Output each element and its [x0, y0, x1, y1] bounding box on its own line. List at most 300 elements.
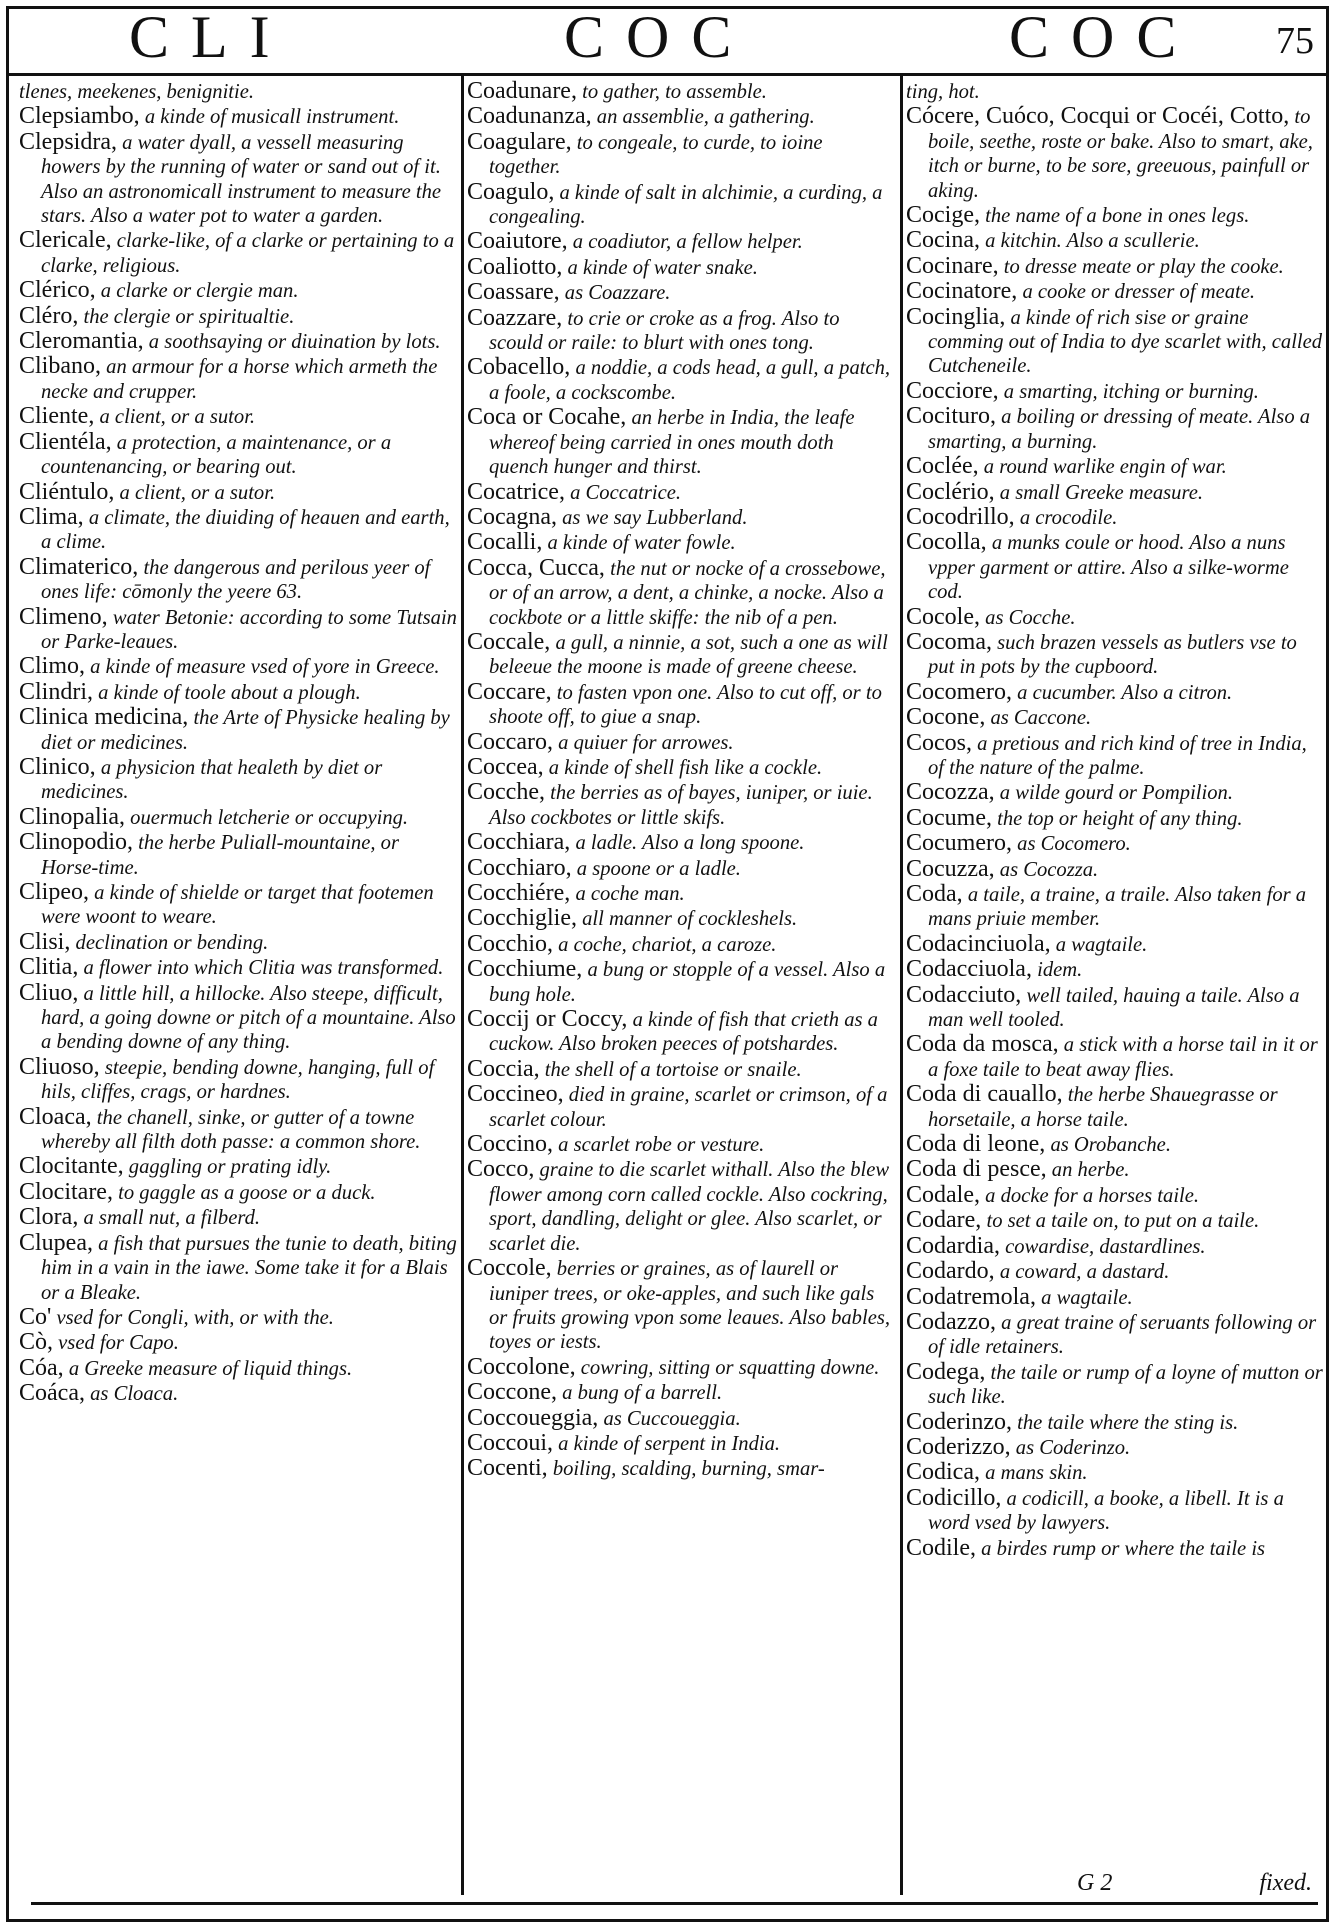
entry-definition: a kinde of shell fish like a cockle. — [548, 756, 823, 779]
entry-headword: Clientéla, — [19, 428, 112, 455]
entry-headword: Coadunare, — [467, 79, 577, 104]
entry-headword: Coaliotto, — [467, 253, 563, 280]
entry-headword: Coda di cauallo, — [906, 1081, 1063, 1108]
entry-headword: Cocinatore, — [906, 278, 1018, 305]
entry-definition: cowring, sitting or squatting downe. — [580, 1356, 880, 1379]
entry-definition: a spoone or a ladle. — [576, 857, 741, 880]
entry-definition: a scarlet robe or vesture. — [558, 1134, 765, 1157]
page-frame — [6, 6, 1329, 1922]
entry-definition: an herbe. — [1051, 1159, 1130, 1182]
entry-definition: a small Greeke measure. — [999, 481, 1204, 504]
entry-definition: as Cocomero. — [1017, 833, 1131, 856]
dictionary-entry — [906, 279, 1324, 304]
entry-definition: gaggling or prating idly. — [128, 1156, 332, 1179]
entry-definition: to set a taile on, to put on a taile. — [986, 1210, 1260, 1233]
entry-headword: Coclério, — [906, 478, 995, 505]
dictionary-entry — [467, 229, 897, 254]
header-right: COC — [1009, 4, 1199, 70]
entry-headword: Clocitare, — [19, 1178, 113, 1205]
catchword: fixed. — [1259, 1870, 1312, 1896]
entry-headword: Cocagna, — [467, 503, 557, 530]
entry-definition: the berries as of bayes, iuniper, or iuie. Also cockbotes or little skifs. — [489, 782, 873, 829]
page-number: 75 — [1276, 20, 1314, 62]
entry-definition: as Cocche. — [985, 606, 1076, 629]
dictionary-entry — [19, 505, 459, 555]
header-rule — [9, 73, 1326, 76]
entry-headword: Cocone, — [906, 704, 986, 731]
entry-headword: Coccole, — [467, 1255, 552, 1282]
entry-headword: Cocituro, — [906, 403, 996, 430]
entry-headword: Clisi, — [19, 928, 71, 955]
dictionary-entry — [906, 454, 1324, 479]
dictionary-entry — [19, 228, 459, 278]
entry-definition: boiling, scalding, burning, smar- — [552, 1458, 825, 1481]
entry-definition: a cooke or dresser of meate. — [1022, 281, 1256, 304]
entry-headword: Coderizzo, — [906, 1433, 1011, 1460]
entry-headword: Codare, — [906, 1207, 982, 1234]
entry-headword: Clepsiambo, — [19, 103, 140, 130]
entry-definition: a bung or stopple of a vessel. Also a bung hole. — [489, 959, 886, 1006]
entry-headword: Coda, — [906, 881, 963, 907]
entry-headword: Cocozza, — [906, 779, 995, 806]
entry-definition: a kinde of musicall instrument. — [144, 106, 400, 129]
entry-definition: ting, hot. — [906, 81, 980, 103]
dictionary-entry — [467, 1082, 897, 1132]
dictionary-entry — [467, 355, 897, 405]
entry-headword: Coca or Cocahe, — [467, 404, 627, 431]
dictionary-entry — [906, 203, 1324, 228]
entry-definition: the Arte of Physicke healing by diet or medicines. — [41, 707, 450, 754]
entry-headword: Clericale, — [19, 227, 112, 254]
entry-headword: Cocchio, — [467, 930, 553, 957]
entry-definition: a climate, the diuiding of heauen and earth, a clime. — [41, 506, 450, 554]
entry-headword: Coccineo, — [467, 1081, 564, 1108]
entry-definition: a wagtaile. — [1041, 1286, 1133, 1309]
entry-definition: a kinde of salt in alchimie, a curding, a congealing. — [489, 181, 883, 229]
dictionary-entry — [467, 1355, 897, 1380]
entry-definition: a bung of a barrell. — [562, 1382, 723, 1405]
entry-headword: Coccare, — [467, 678, 552, 705]
dictionary-entry — [906, 305, 1324, 379]
entry-definition: a wilde gourd or Pompilion. — [999, 782, 1233, 805]
entry-headword: Coccoui, — [467, 1429, 553, 1456]
dictionary-entry — [19, 680, 459, 705]
entry-headword: Coaiutore, — [467, 228, 568, 255]
dictionary-entry — [467, 505, 897, 530]
dictionary-entry — [467, 1057, 897, 1082]
entry-definition: a clarke or clergie man. — [100, 280, 299, 303]
entry-definition: a coward, a dastard. — [999, 1261, 1170, 1284]
dictionary-entry — [467, 780, 897, 830]
entry-definition: a little hill, a hillocke. Also steepe, difficult, hard, a going downe or pitch of a mountaine. Also a bending downe of any thing. — [41, 982, 456, 1054]
dictionary-entry — [906, 680, 1324, 705]
entry-headword: Codardo, — [906, 1258, 995, 1285]
entry-definition: as we say Lubberland. — [562, 506, 748, 529]
column-3 — [906, 79, 1324, 1869]
entry-definition: died in graine, scarlet or crimson, of a scarlet colour. — [489, 1084, 888, 1131]
entry-definition: an assemblie, a gathering. — [596, 106, 815, 129]
dictionary-entry — [467, 1256, 897, 1355]
entry-headword: Cocenti, — [467, 1455, 548, 1482]
entry-definition: a fish that pursues the tunie to death, biting him in a vain in the iawe. Some take it for a Blais or a Bleake. — [41, 1232, 457, 1304]
entry-definition: a quiuer for arrowes. — [558, 731, 734, 754]
dictionary-entry — [19, 1055, 459, 1105]
dictionary-entry — [467, 906, 897, 931]
dictionary-entry — [19, 104, 459, 129]
dictionary-entry — [19, 955, 459, 980]
entry-definition: well tailed, hauing a taile. Also a man well tooled. — [928, 984, 1300, 1032]
dictionary-entry — [467, 79, 897, 104]
dictionary-entry — [906, 404, 1324, 454]
entry-headword: Coderinzo, — [906, 1408, 1012, 1435]
dictionary-entry — [906, 530, 1324, 604]
entry-headword: Clocitante, — [19, 1153, 124, 1180]
dictionary-entry — [906, 1132, 1324, 1157]
entry-definition: clarke-like, of a clarke or pertaining to a clarke, religious. — [41, 230, 455, 277]
entry-headword: Cocomero, — [906, 678, 1012, 705]
dictionary-entry — [906, 1435, 1324, 1460]
entry-headword: Cocige, — [906, 202, 980, 229]
dictionary-entry — [906, 1157, 1324, 1182]
entry-headword: Codatremola, — [906, 1283, 1036, 1310]
dictionary-entry — [906, 630, 1324, 680]
entry-definition: tlenes, meekenes, benignitie. — [19, 81, 255, 103]
entry-headword: Cleromantia, — [19, 328, 144, 355]
dictionary-entry — [19, 755, 459, 805]
entry-headword: Cocodrillo, — [906, 503, 1015, 530]
entry-definition: to congeale, to curde, to ioine together. — [489, 131, 823, 179]
entry-headword: Cocchiara, — [467, 829, 571, 856]
entry-definition: the taile where the sting is. — [1017, 1411, 1239, 1434]
dictionary-entry — [19, 480, 459, 505]
dictionary-entry — [467, 680, 897, 730]
entry-definition: a Greeke measure of liquid things. — [68, 1357, 353, 1380]
entry-headword: Cocoma, — [906, 628, 992, 655]
dictionary-entry — [19, 805, 459, 830]
entry-headword: Coccale, — [467, 628, 551, 655]
dictionary-entry — [467, 104, 897, 129]
entry-headword: Cóa, — [19, 1354, 64, 1381]
entry-definition: the name of a bone in ones legs. — [985, 205, 1250, 228]
dictionary-entry — [19, 354, 459, 404]
entry-headword: Cloaca, — [19, 1103, 92, 1130]
entry-definition: a kinde of measure vsed of yore in Greece. — [90, 656, 440, 679]
entry-headword: Coazzare, — [467, 304, 563, 331]
dictionary-entry — [906, 104, 1324, 203]
entry-definition: the taile or rump of a loyne of mutton or such like. — [928, 1361, 1323, 1409]
entry-definition: to boile, seethe, roste or bake. Also to smart, ake, itch or burne, to be sore, greeuous, painfull or aking. — [928, 106, 1313, 202]
entry-definition: a client, or a sutor. — [119, 481, 276, 504]
dictionary-entry — [467, 405, 897, 479]
dictionary-entry — [906, 228, 1324, 253]
dictionary-entry — [906, 983, 1324, 1033]
entry-headword: Codale, — [906, 1181, 980, 1208]
dictionary-entry — [906, 1183, 1324, 1208]
entry-headword: Codacinciuola, — [906, 930, 1051, 957]
entry-definition: the dangerous and perilous yeer of ones life: cōmonly the yeere 63. — [41, 556, 431, 604]
dictionary-entry — [19, 430, 459, 480]
entry-headword: Codacciuto, — [906, 981, 1022, 1008]
dictionary-entry — [19, 278, 459, 303]
entry-headword: Cliente, — [19, 403, 95, 430]
dictionary-entry — [467, 1380, 897, 1405]
dictionary-entry — [906, 1259, 1324, 1284]
entry-definition: a small nut, a filberd. — [83, 1207, 261, 1230]
entry-headword: Cò, — [19, 1329, 54, 1356]
dictionary-entry — [467, 556, 897, 630]
entry-definition: a Coccatrice. — [570, 481, 682, 504]
entry-definition: the clergie or spiritualtie. — [83, 305, 295, 328]
entry-definition: a kinde of water snake. — [567, 256, 758, 279]
dictionary-entry — [19, 404, 459, 429]
entry-headword: Clora, — [19, 1204, 79, 1231]
dictionary-entry — [467, 1456, 897, 1481]
entry-definition: berries or graines, as of laurell or iuniper trees, or oke-apples, and such like gals or fruits growing vpon some leaues. Also bables, toyes or iests. — [489, 1258, 891, 1354]
dictionary-entry — [906, 705, 1324, 730]
entry-headword: Cocinare, — [906, 252, 999, 279]
dictionary-entry — [467, 1406, 897, 1431]
entry-definition: an armour for a horse which armeth the necke and crupper. — [41, 356, 438, 403]
entry-definition: a kinde of fish that crieth as a cuckow. Also broken peeces of potshardes. — [489, 1009, 878, 1056]
header-left: CLI — [129, 4, 292, 70]
dictionary-entry — [906, 1310, 1324, 1360]
column-2 — [467, 79, 897, 1869]
dictionary-entry — [467, 730, 897, 755]
entry-definition: a coche, chariot, a caroze. — [558, 933, 777, 956]
entry-headword: Cliuoso, — [19, 1053, 100, 1080]
entry-definition: as Cocozza. — [999, 858, 1099, 881]
dictionary-entry — [19, 1231, 459, 1305]
dictionary-entry — [467, 830, 897, 855]
entry-definition: to dresse meate or play the cooke. — [1003, 255, 1284, 278]
footer-rule — [31, 1902, 1318, 1905]
entry-headword: Cocos, — [906, 729, 972, 756]
entry-headword: Clepsidra, — [19, 128, 117, 155]
entry-headword: Codega, — [906, 1358, 986, 1385]
entry-definition: to gaggle as a goose or a duck. — [118, 1181, 376, 1204]
entry-definition: a smarting, itching or burning. — [1003, 380, 1259, 403]
dictionary-entry — [19, 930, 459, 955]
entry-definition: a kinde of serpent in India. — [558, 1432, 781, 1455]
dictionary-entry — [906, 254, 1324, 279]
entry-definition: water Betonie: according to some Tutsain or Parke-leaues. — [41, 606, 457, 653]
entry-definition: all manner of cockleshels. — [582, 908, 798, 931]
entry-definition: a boiling or dressing of meate. Also a smarting, a burning. — [928, 406, 1311, 453]
entry-definition: declination or bending. — [75, 931, 269, 954]
dictionary-entry — [906, 780, 1324, 805]
entry-headword: Cocco, — [467, 1156, 535, 1183]
entry-definition: an herbe in India, the leafe whereof being carried in ones mouth doth quench hunger and thirst. — [489, 407, 855, 479]
dictionary-entry — [906, 505, 1324, 530]
entry-headword: Cocchiére, — [467, 880, 571, 906]
entry-definition: a protection, a maintenance, or a countenancing, or bearing out. — [41, 431, 392, 479]
dictionary-entry — [906, 1082, 1324, 1132]
dictionary-entry — [906, 806, 1324, 831]
entry-headword: Coclée, — [906, 453, 979, 480]
entry-definition: as Caccone. — [990, 707, 1092, 730]
entry-definition: cowardise, dastardlines. — [1005, 1235, 1206, 1258]
dictionary-entry — [19, 605, 459, 655]
entry-headword: Clitia, — [19, 954, 79, 981]
entry-headword: Clinopalia, — [19, 803, 125, 830]
dictionary-entry — [906, 1285, 1324, 1310]
entry-definition: as Orobanche. — [1050, 1134, 1171, 1157]
entry-definition: the nut or nocke of a crossebowe, or of an arrow, a dent, a chinke, a nocke. Also a cockbote or a little skiffe: the nib of a pen. — [489, 557, 886, 629]
dictionary-entry — [906, 831, 1324, 856]
entry-headword: Cocchiume, — [467, 956, 583, 983]
dictionary-entry — [467, 630, 897, 680]
entry-definition: a codicill, a booke, a libell. It is a word vsed by lawyers. — [928, 1487, 1284, 1535]
entry-headword: Coáca, — [19, 1380, 85, 1407]
entry-definition: the top or height of any thing. — [997, 807, 1243, 830]
dictionary-entry — [19, 880, 459, 930]
entry-definition: a wagtaile. — [1055, 933, 1148, 956]
entry-definition: to crie or croke as a frog. Also to scould or raile: to blurt with ones tong. — [489, 307, 840, 355]
entry-definition: ouermuch letcherie or occupying. — [130, 806, 409, 829]
dictionary-entry — [19, 830, 459, 880]
dictionary-entry — [19, 705, 459, 755]
entry-headword: Clinico, — [19, 753, 96, 780]
entry-definition: as Cuccoueggia. — [603, 1407, 741, 1430]
entry-definition: a kinde of shielde or target that footemen were woont to weare. — [41, 882, 434, 929]
entry-definition: a kinde of toole about a plough. — [98, 681, 361, 704]
entry-definition: such brazen vessels as butlers vse to put in pots by the cupboord. — [928, 631, 1297, 679]
entry-headword: Climo, — [19, 653, 86, 680]
entry-headword: Cocche, — [467, 779, 545, 806]
entry-headword: Cocchiaro, — [467, 854, 572, 881]
entry-headword: Coda di leone, — [906, 1131, 1046, 1158]
dictionary-entry — [467, 1007, 897, 1057]
entry-headword: Cliéntulo, — [19, 478, 115, 505]
dictionary-entry — [467, 755, 897, 780]
entry-headword: Clindri, — [19, 678, 94, 705]
entry-headword: Coccaro, — [467, 728, 553, 755]
entry-headword: Cocume, — [906, 804, 992, 831]
entry-definition: to fasten vpon one. Also to cut off, or to shoote off, to giue a snap. — [489, 681, 882, 729]
dictionary-entry — [906, 605, 1324, 630]
dictionary-entry — [906, 1208, 1324, 1233]
header-center: COC — [564, 4, 754, 70]
entry-headword: Coda di pesce, — [906, 1156, 1047, 1183]
entry-definition: a taile, a traine, a traile. Also taken for a mans priuie member. — [928, 884, 1307, 931]
column-divider-1 — [461, 75, 464, 1895]
dictionary-entry — [467, 255, 897, 280]
dictionary-entry — [906, 957, 1324, 982]
entry-definition: a water dyall, a vessell measuring howers by the running of water or sand out of it. Also an astronomicall instrument to measure the stars. Also a water pot to water a garden. — [41, 131, 442, 228]
signature-mark: G 2 — [1077, 1870, 1113, 1896]
entry-headword: Clipeo, — [19, 879, 89, 905]
entry-headword: Cocinglia, — [906, 303, 1006, 330]
dictionary-entry — [467, 480, 897, 505]
entry-definition: a gull, a ninnie, a sot, such a one as will beleeue the moone is made of greene cheese. — [489, 631, 888, 679]
dictionary-entry — [906, 1360, 1324, 1410]
entry-definition: as Coderinzo. — [1015, 1436, 1131, 1459]
entry-definition: a pretious and rich kind of tree in India, of the nature of the palme. — [928, 732, 1307, 779]
dictionary-entry — [19, 1381, 459, 1406]
entry-definition: steepie, bending downe, hanging, full of hils, cliffes, crags, or hardnes. — [41, 1056, 435, 1104]
entry-definition: a birdes rump or where the taile is — [981, 1537, 1266, 1560]
dictionary-entry — [467, 530, 897, 555]
entry-headword: Cocchiglie, — [467, 905, 577, 932]
entry-definition: the herbe Shauegrasse or horsetaile, a horse taile. — [928, 1084, 1278, 1131]
entry-definition: a cucumber. Also a citron. — [1017, 681, 1233, 704]
entry-definition: a flower into which Clitia was transformed. — [83, 957, 444, 980]
entry-definition: a round warlike engin of war. — [983, 456, 1227, 479]
entry-definition: a kinde of water fowle. — [547, 532, 736, 555]
dictionary-entry — [467, 932, 897, 957]
entry-headword: Coccone, — [467, 1379, 557, 1406]
entry-definition: a coche man. — [575, 883, 685, 905]
dictionary-entry — [906, 1536, 1324, 1561]
dictionary-entry — [19, 304, 459, 329]
entry-definition: a kitchin. Also a scullerie. — [985, 230, 1200, 253]
dictionary-entry — [19, 130, 459, 229]
entry-headword: Climaterico, — [19, 553, 139, 580]
entry-definition: the chanell, sinke, or gutter of a towne whereby all filth doth passe: a common shore. — [41, 1106, 421, 1154]
entry-definition: a crocodile. — [1019, 506, 1118, 529]
entry-definition: the herbe Puliall-mountaine, or Horse-time. — [41, 832, 399, 879]
entry-definition: a client, or a sutor. — [99, 406, 256, 429]
entry-headword: Cocuzza, — [906, 855, 995, 882]
dictionary-entry — [467, 306, 897, 356]
dictionary-entry — [19, 1305, 459, 1330]
entry-definition: a stick with a horse tail in it or a foxe taile to beat away flies. — [928, 1034, 1318, 1081]
entry-headword: Coccij or Coccy, — [467, 1006, 628, 1033]
entry-definition: as Coazzare. — [564, 282, 671, 305]
dictionary-entry — [467, 180, 897, 230]
dictionary-entry — [906, 932, 1324, 957]
entry-headword: Cocciore, — [906, 377, 999, 404]
entry-headword: Clérico, — [19, 277, 96, 304]
entry-headword: Clupea, — [19, 1229, 93, 1256]
dictionary-entry — [19, 981, 459, 1055]
dictionary-entry — [467, 1431, 897, 1456]
column-1 — [19, 79, 459, 1869]
entry-headword: Cócere, Cuóco, Cocqui or Cocéi, Cotto, — [906, 103, 1290, 130]
entry-headword: Coadunanza, — [467, 103, 592, 130]
entry-headword: Cocumero, — [906, 830, 1012, 857]
entry-headword: Coccoueggia, — [467, 1404, 599, 1431]
entry-definition: a mans skin. — [985, 1462, 1088, 1485]
entry-definition: a munks coule or hood. Also a nuns vpper garment or attire. Also a silke-worme cod. — [928, 532, 1289, 604]
entry-headword: Codica, — [906, 1459, 980, 1486]
dictionary-entry — [467, 1157, 897, 1256]
dictionary-entry — [906, 882, 1324, 932]
dictionary-entry — [906, 857, 1324, 882]
dictionary-entry — [906, 480, 1324, 505]
dictionary-entry — [906, 1486, 1324, 1536]
dictionary-entry — [906, 1410, 1324, 1435]
entry-definition: a coadiutor, a fellow helper. — [572, 231, 803, 254]
entry-headword: Coagulare, — [467, 128, 572, 155]
entry-headword: Codicillo, — [906, 1484, 1002, 1511]
dictionary-entry — [19, 79, 459, 104]
dictionary-entry — [467, 881, 897, 906]
entry-definition: graine to die scarlet withall. Also the blew flower among corn called cockle. Also cockring, sport, dandling, delight or glee. Also scarlet, or scarlet die. — [489, 1159, 890, 1255]
entry-definition: a soothsaying or diuination by lots. — [148, 331, 441, 354]
entry-headword: Coassare, — [467, 279, 560, 306]
entry-headword: Clinopodio, — [19, 829, 134, 856]
dictionary-entry — [19, 1105, 459, 1155]
dictionary-entry — [19, 1180, 459, 1205]
entry-definition: to gather, to assemble. — [582, 81, 767, 103]
dictionary-entry — [19, 1356, 459, 1381]
entry-headword: Cocalli, — [467, 529, 543, 556]
entry-headword: Cliuo, — [19, 979, 79, 1006]
entry-headword: Clibano, — [19, 353, 101, 380]
dictionary-entry — [906, 1460, 1324, 1485]
dictionary-entry — [906, 1032, 1324, 1082]
